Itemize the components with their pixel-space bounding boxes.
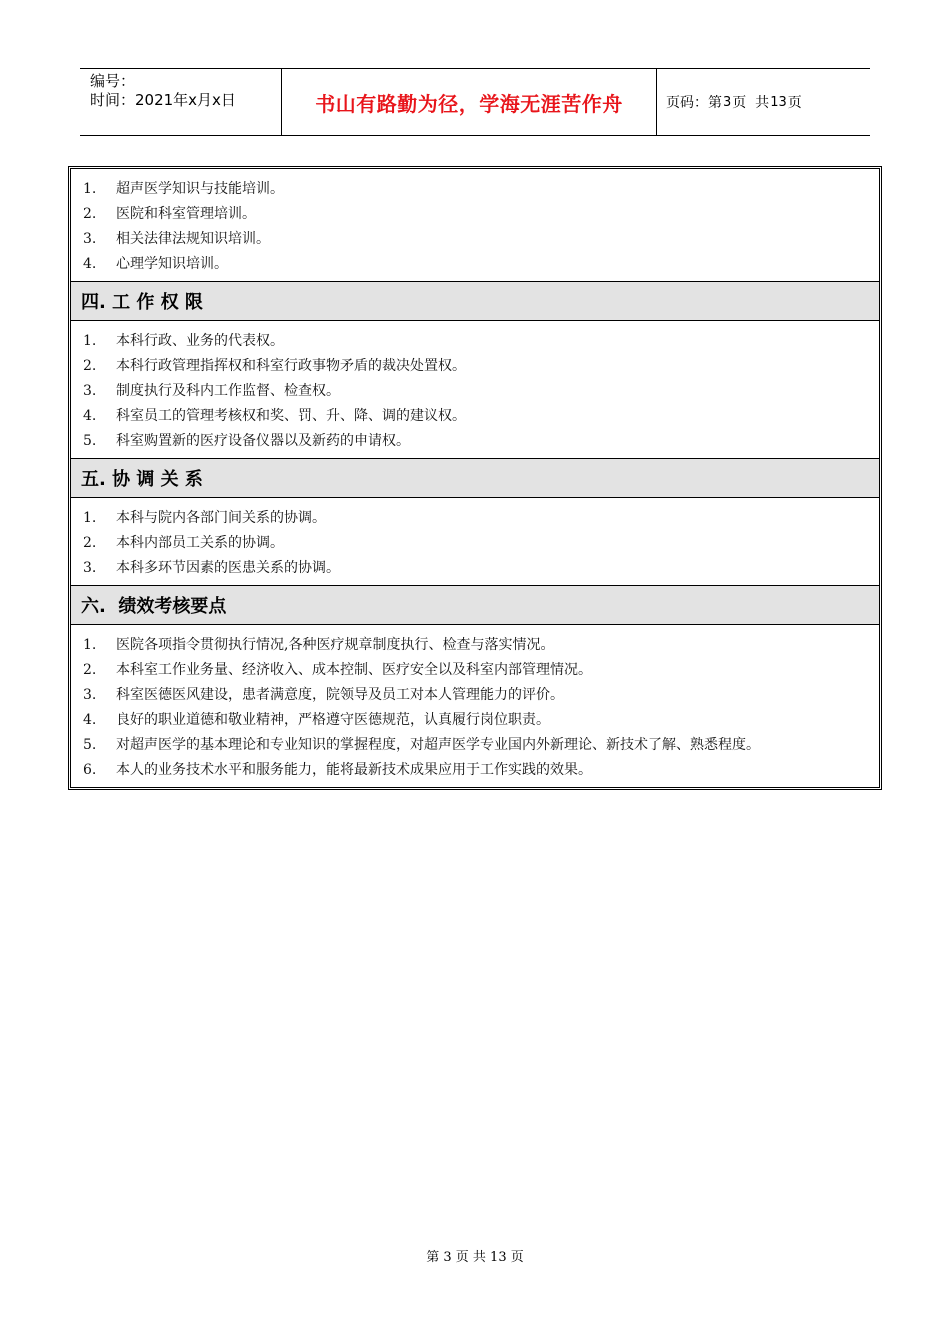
list-item	[71, 379, 879, 404]
item-number: 5.	[83, 737, 97, 753]
item-number: 2.	[83, 206, 97, 222]
number-label: 编号：	[90, 72, 136, 90]
page-total: 13	[770, 94, 787, 110]
page-end: 页	[787, 95, 802, 111]
item-number: 2.	[83, 662, 97, 678]
item-text: 相关法律法规知识培训。	[116, 231, 270, 247]
list-item	[71, 733, 879, 758]
list-item	[71, 683, 879, 708]
item-number: 4.	[83, 408, 97, 424]
item-text: 本人的业务技术水平和服务能力，能将最新技术成果应用于工作实践的效果。	[116, 762, 592, 778]
list-item	[71, 202, 879, 227]
list-item	[71, 758, 879, 783]
item-number: 4.	[83, 712, 97, 728]
section-list	[71, 625, 879, 787]
item-number: 3.	[83, 231, 97, 247]
item-number: 1.	[83, 637, 97, 653]
list-item	[71, 429, 879, 454]
item-text: 科室员工的管理考核权和奖、罚、升、降、调的建议权。	[116, 408, 466, 424]
item-text: 本科室工作业务量、经济收入、成本控制、医疗安全以及科室内部管理情况。	[116, 662, 592, 678]
section-heading: 五. 协 调 关 系	[71, 458, 879, 498]
item-text: 超声医学知识与技能培训。	[116, 181, 284, 197]
list-item	[71, 708, 879, 733]
item-number: 1.	[83, 333, 97, 349]
list-item	[71, 404, 879, 429]
item-text: 医院和科室管理培训。	[116, 206, 256, 222]
list-item	[71, 556, 879, 581]
list-item	[71, 354, 879, 379]
item-text: 对超声医学的基本理论和专业知识的掌握程度，对超声医学专业国内外新理论、新技术了解、熟悉程度。	[116, 737, 760, 753]
item-text: 本科内部员工关系的协调。	[116, 535, 284, 551]
list-item	[71, 658, 879, 683]
item-number: 2.	[83, 358, 97, 374]
item-text: 制度执行及科内工作监督、检查权。	[116, 383, 340, 399]
header-meta	[80, 69, 281, 135]
list-item	[71, 506, 879, 531]
time-label: 时间：2021年x月x日	[90, 91, 236, 109]
item-text: 本科多环节因素的医患关系的协调。	[116, 560, 340, 576]
page-label: 页码：第	[666, 95, 722, 111]
item-text: 科室医德医风建设，患者满意度，院领导及员工对本人管理能力的评价。	[116, 687, 564, 703]
item-number: 3.	[83, 560, 97, 576]
section-list	[71, 498, 879, 585]
item-number: 2.	[83, 535, 97, 551]
section-heading: 六. 绩效考核要点	[71, 585, 879, 625]
item-number: 4.	[83, 256, 97, 272]
item-number: 1.	[83, 510, 97, 526]
section-heading: 四. 工 作 权 限	[71, 281, 879, 321]
item-text: 医院各项指令贯彻执行情况,各种医疗规章制度执行、检查与落实情况。	[116, 637, 555, 653]
list-item	[71, 177, 879, 202]
content-table	[68, 166, 882, 790]
list-item	[71, 531, 879, 556]
item-text: 本科与院内各部门间关系的协调。	[116, 510, 326, 526]
list-item	[71, 227, 879, 252]
page-footer: 第 3 页 共 13 页	[426, 1250, 524, 1265]
item-text: 本科行政、业务的代表权。	[116, 333, 284, 349]
item-text: 科室购置新的医疗设备仪器以及新药的申请权。	[116, 433, 410, 449]
item-number: 6.	[83, 762, 97, 778]
item-text: 心理学知识培训。	[116, 256, 228, 272]
document-header	[80, 68, 870, 136]
page-mid: 页 共	[732, 95, 770, 111]
item-number: 3.	[83, 383, 97, 399]
item-number: 3.	[83, 687, 97, 703]
sections-container	[71, 169, 879, 787]
item-text: 良好的职业道德和敬业精神，严格遵守医德规范，认真履行岗位职责。	[116, 712, 550, 728]
header-motto: 书山有路勤为径，学海无涯苦作舟	[281, 69, 657, 135]
header-page-info	[657, 69, 870, 135]
item-text: 本科行政管理指挥权和科室行政事物矛盾的裁决处置权。	[116, 358, 466, 374]
list-item	[71, 633, 879, 658]
page-current: 3	[723, 94, 732, 110]
item-number: 1.	[83, 181, 97, 197]
section-list	[71, 169, 879, 281]
section-list	[71, 321, 879, 458]
item-number: 5.	[83, 433, 97, 449]
list-item	[71, 329, 879, 354]
list-item	[71, 252, 879, 277]
